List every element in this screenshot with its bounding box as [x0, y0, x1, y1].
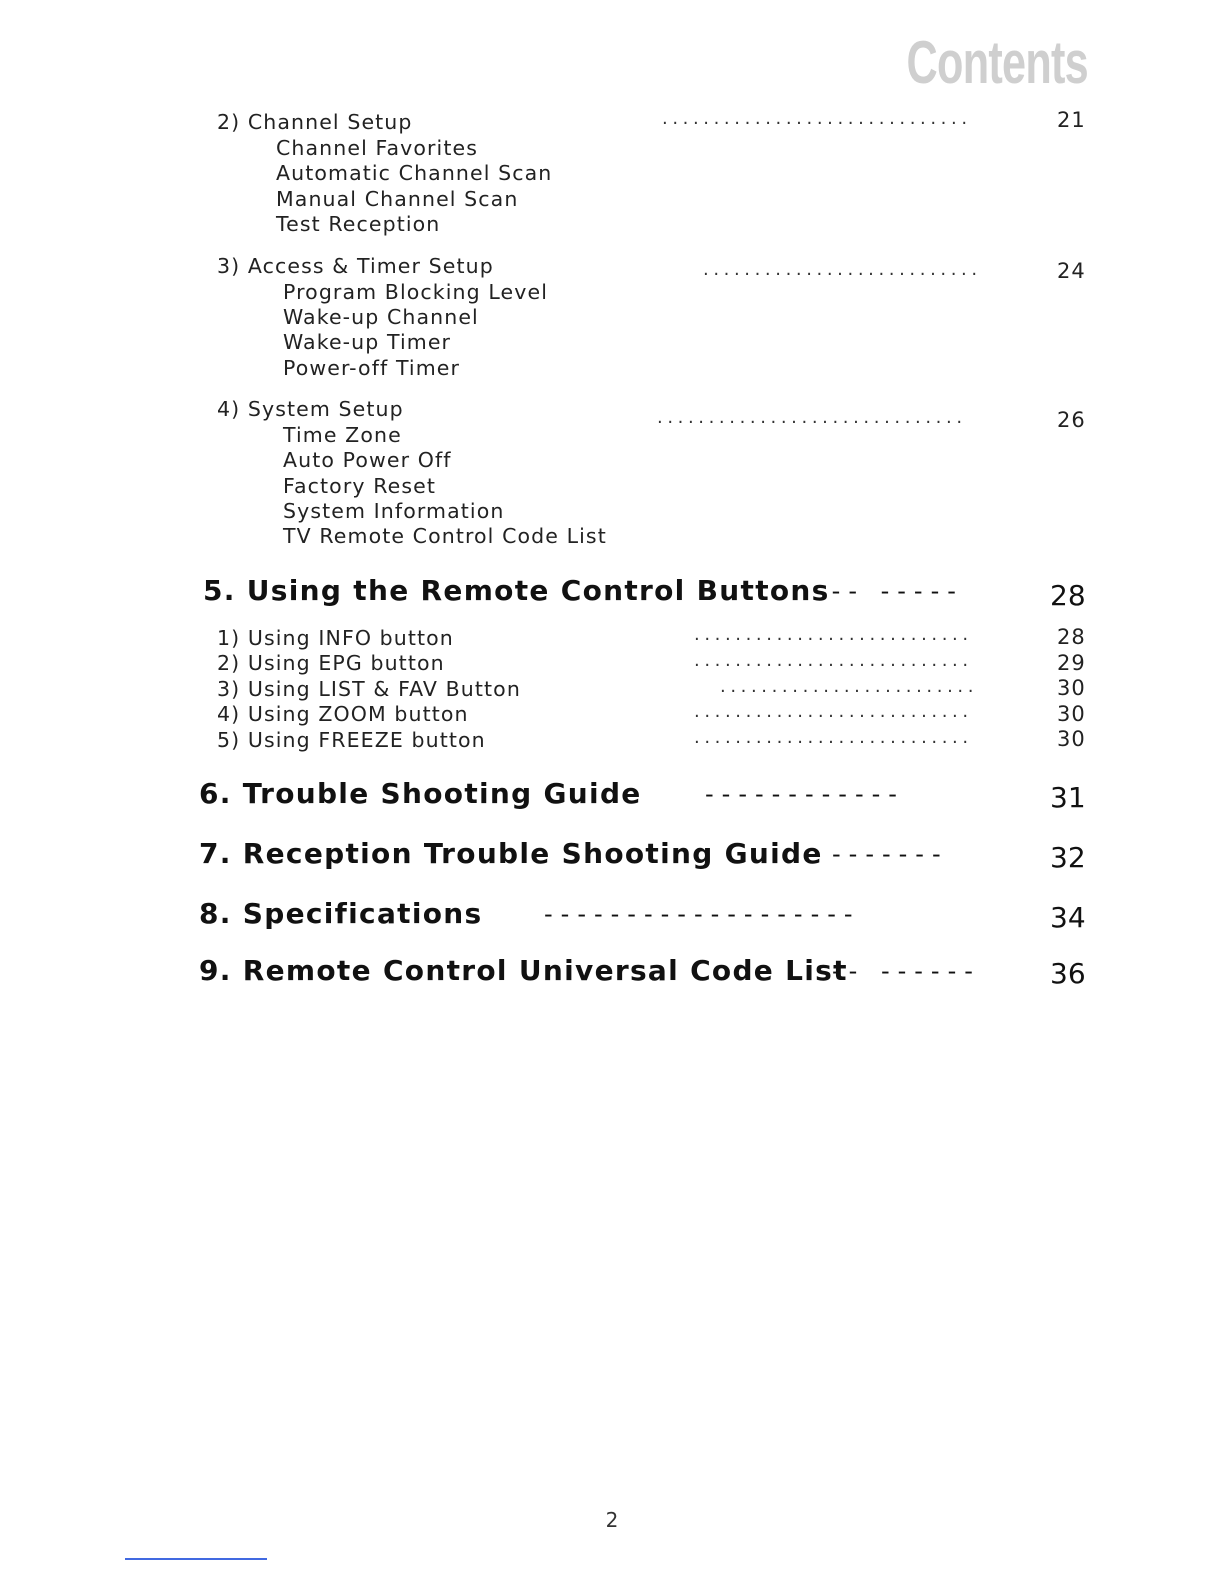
toc-page-number: 30 — [1057, 727, 1086, 751]
toc-leader: ........................... — [694, 727, 973, 748]
toc-item[interactable]: 4) Using ZOOM button — [217, 702, 469, 726]
toc-item[interactable]: 3) Using LIST & FAV Button — [217, 677, 521, 701]
toc-section-remote-control-buttons[interactable]: 5. Using the Remote Control Buttons — [203, 574, 830, 607]
toc-section-universal-code-list[interactable]: 9. Remote Control Universal Code List — [199, 954, 848, 987]
toc-page-number: 31 — [1050, 781, 1086, 814]
toc-subitem[interactable]: Time Zone — [283, 423, 402, 447]
toc-subitem[interactable]: Manual Channel Scan — [276, 187, 519, 211]
toc-page-number: 30 — [1057, 676, 1086, 700]
toc-subitem[interactable]: Wake-up Channel — [283, 305, 479, 329]
toc-leader: -- ------ — [832, 957, 981, 985]
toc-leader: ------- — [832, 840, 949, 868]
toc-page-number: 28 — [1050, 579, 1086, 612]
toc-page-number: 36 — [1050, 957, 1086, 990]
toc-leader: ------------------- — [544, 900, 861, 928]
footer-divider — [125, 1558, 267, 1560]
toc-item[interactable]: 2) Using EPG button — [217, 651, 445, 675]
toc-item-system-setup[interactable]: 4) System Setup — [217, 397, 404, 421]
toc-subitem[interactable]: Factory Reset — [283, 474, 436, 498]
toc-item[interactable]: 1) Using INFO button — [217, 626, 454, 650]
toc-section-specifications[interactable]: 8. Specifications — [199, 897, 483, 930]
page-title: Contents — [906, 29, 1088, 96]
toc-subitem[interactable]: Channel Favorites — [276, 136, 478, 160]
toc-subitem[interactable]: TV Remote Control Code List — [283, 524, 607, 548]
toc-subitem[interactable]: Automatic Channel Scan — [276, 161, 553, 185]
toc-section-trouble-shooting[interactable]: 6. Trouble Shooting Guide — [199, 777, 642, 810]
toc-subitem[interactable]: Test Reception — [276, 212, 441, 236]
toc-page-number: 24 — [1057, 259, 1086, 283]
toc-leader: ......................... — [720, 676, 979, 697]
toc-page-number: 34 — [1050, 901, 1086, 934]
toc-item-channel-setup[interactable]: 2) Channel Setup — [217, 110, 413, 134]
toc-subitem[interactable]: Program Blocking Level — [283, 280, 548, 304]
toc-item[interactable]: 5) Using FREEZE button — [217, 728, 486, 752]
toc-page-number: 26 — [1057, 408, 1086, 432]
toc-subitem[interactable]: System Information — [283, 499, 505, 523]
toc-leader: ........................... — [694, 624, 973, 645]
toc-page-number: 32 — [1050, 841, 1086, 874]
toc-page-number: 30 — [1057, 702, 1086, 726]
footer-page-number: 2 — [605, 1508, 619, 1532]
toc-page-number: 29 — [1057, 651, 1086, 675]
toc-leader: --- ----- — [815, 577, 964, 605]
toc-subitem[interactable]: Auto Power Off — [283, 448, 452, 472]
toc-section-reception-trouble-shooting[interactable]: 7. Reception Trouble Shooting Guide — [199, 837, 823, 870]
toc-leader: .............................. — [657, 407, 967, 428]
toc-page-number: 28 — [1057, 625, 1086, 649]
toc-leader: ........................... — [694, 701, 973, 722]
toc-leader: ........................... — [694, 650, 973, 671]
toc-leader: ------------ — [705, 780, 905, 808]
toc-subitem[interactable]: Power-off Timer — [283, 356, 461, 380]
toc-page-number: 21 — [1057, 108, 1086, 132]
toc-leader: ........................... — [703, 259, 982, 280]
toc-subitem[interactable]: Wake-up Timer — [283, 330, 452, 354]
toc-item-access-timer-setup[interactable]: 3) Access & Timer Setup — [217, 254, 494, 278]
toc-leader: .............................. — [662, 108, 972, 129]
